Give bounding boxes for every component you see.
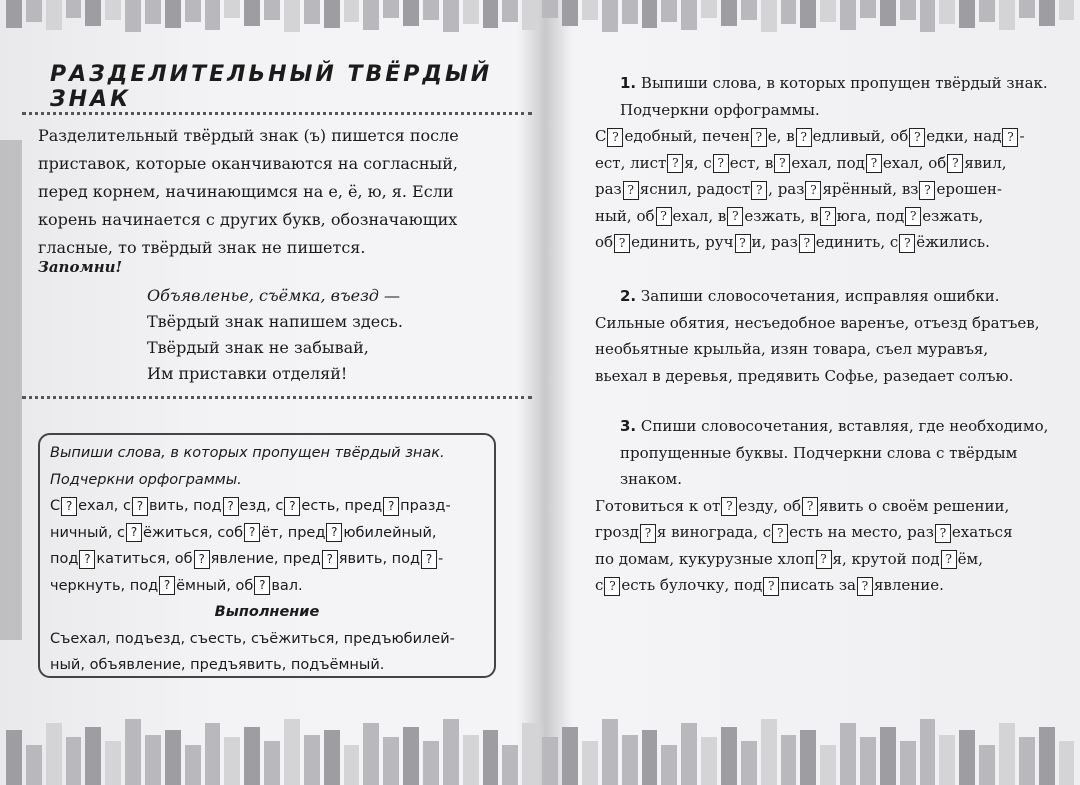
missing-letter-box: ?	[623, 181, 639, 200]
missing-letter-box: ?	[799, 234, 815, 253]
solution-heading: Выполнение	[214, 604, 320, 620]
missing-letter-box: ?	[820, 207, 836, 226]
missing-letter-box: ?	[159, 576, 175, 595]
task-exercise-line: об ? единить, руч ? и, раз ? единить, с ? ёжились.	[595, 233, 990, 251]
missing-letter-box: ?	[1002, 128, 1018, 147]
example-box	[38, 433, 496, 678]
task-number: 2.	[620, 287, 637, 305]
missing-letter-box: ?	[656, 207, 672, 226]
rule-line: перед корнем, начинающимся на е, ё, ю, я. Если	[38, 182, 454, 201]
missing-letter-box: ?	[751, 181, 767, 200]
missing-letter-box: ?	[816, 550, 832, 569]
missing-letter-box: ?	[61, 497, 77, 516]
missing-letter-box: ?	[866, 154, 882, 173]
example-instruction: Выпиши слова, в которых пропущен твёрдый знак.	[50, 445, 445, 461]
missing-letter-box: ?	[421, 550, 437, 569]
example-exercise-line: под ? катиться, об ? явление, пред ? явить, под ? -	[50, 551, 444, 567]
task-exercise-line: вьехал в деревья, предявить Софье, разедает солъю.	[595, 366, 1014, 385]
task-instruction: Запиши словосочетания, исправляя ошибки.	[640, 287, 1000, 305]
task-instruction: Выпиши слова, в которых пропущен твёрдый знак.	[640, 74, 1048, 92]
rule-line: приставок, которые оканчиваются на согласный,	[38, 154, 459, 173]
missing-letter-box: ?	[640, 524, 656, 543]
task-number: 1.	[620, 74, 637, 92]
missing-letter-box: ?	[919, 181, 935, 200]
poem-line: Твёрдый знак напишем здесь.	[147, 312, 403, 331]
dotted-divider-bottom	[22, 396, 532, 399]
missing-letter-box: ?	[713, 154, 729, 173]
missing-letter-box: ?	[727, 207, 743, 226]
rule-line: гласные, то твёрдый знак не пишется.	[38, 238, 366, 257]
poem-line: Объявленье, съёмка, въезд —	[147, 286, 401, 305]
poem-line: Им приставки отделяй!	[147, 364, 348, 383]
example-exercise-line: С ? ехал, с ? вить, под ? езд, с ? есть, пред ? празд-	[50, 498, 451, 514]
page-title: РАЗДЕЛИТЕЛЬНЫЙ ТВЁРДЫЙ ЗНАК	[50, 62, 493, 112]
dotted-divider-top	[22, 112, 532, 115]
task-exercise-line: Готовиться к от ? езду, об ? явить о своём решении,	[595, 496, 1010, 515]
task-exercise-line: С ? едобный, печен ? е, в ? едливый, об ? едки, над ? -	[595, 127, 1025, 145]
left-edge-decoration	[0, 140, 22, 640]
task-instruction: пропущенные буквы. Подчеркни слова с твёрдым	[620, 443, 1018, 462]
missing-letter-box: ?	[772, 524, 788, 543]
task-3	[595, 413, 1057, 599]
right-page	[555, 0, 1080, 785]
task-exercise-line: раз ? яснил, радост ? , раз ? ярённый, вз ? ерошен-	[595, 180, 1002, 198]
missing-letter-box: ?	[607, 128, 623, 147]
task-number: 3.	[620, 417, 637, 435]
missing-letter-box: ?	[126, 523, 142, 542]
missing-letter-box: ?	[604, 577, 620, 596]
missing-letter-box: ?	[905, 207, 921, 226]
task-exercise-line: необьятные крыльйа, изян товара, съел муравъя,	[595, 340, 989, 358]
missing-letter-box: ?	[614, 234, 630, 253]
missing-letter-box: ?	[763, 577, 779, 596]
missing-letter-box: ?	[284, 497, 300, 516]
task-exercise-line: ест, лист ? я, с ? ест, в ? ехал, под ? ехал, об ? явил,	[595, 153, 1007, 172]
missing-letter-box: ?	[909, 128, 925, 147]
solution-line: Съехал, подъезд, съесть, съёжиться, предъюбилей-	[50, 630, 455, 647]
mnemonic-poem	[147, 283, 403, 387]
task-exercise-line: с ? есть булочку, под ? писать за ? явление.	[595, 576, 944, 594]
example-exercise-line: ничный, с ? ёжиться, соб ? ёт, пред ? юбилейный,	[50, 524, 437, 541]
rule-line: Разделительный твёрдый знак (ъ) пишется после	[38, 126, 459, 145]
missing-letter-box: ?	[899, 234, 915, 253]
missing-letter-box: ?	[735, 234, 751, 253]
missing-letter-box: ?	[721, 497, 737, 516]
missing-letter-box: ?	[254, 576, 270, 595]
missing-letter-box: ?	[857, 577, 873, 596]
remember-label: Запомни!	[38, 258, 123, 276]
missing-letter-box: ?	[194, 550, 210, 569]
task-exercise-line: ный, об ? ехал, в ? езжать, в ? юга, под ? езжать,	[595, 206, 984, 225]
missing-letter-box: ?	[667, 154, 683, 173]
missing-letter-box: ?	[751, 128, 767, 147]
missing-letter-box: ?	[223, 497, 239, 516]
task-exercise-line: грозд ? я винограда, с ? есть на место, раз ? ехаться	[595, 523, 1013, 541]
missing-letter-box: ?	[802, 497, 818, 516]
missing-letter-box: ?	[79, 550, 95, 569]
missing-letter-box: ?	[322, 550, 338, 569]
task-instruction: Спиши словосочетания, вставляя, где необходимо,	[640, 417, 1049, 435]
task-1	[595, 70, 1057, 256]
missing-letter-box: ?	[774, 154, 790, 173]
rule-paragraph	[38, 122, 508, 262]
missing-letter-box: ?	[132, 497, 148, 516]
example-exercise-line: черкнуть, под ? ёмный, об ? вал.	[50, 577, 303, 594]
missing-letter-box: ?	[941, 550, 957, 569]
solution-line: ный, объявление, предъявить, подъёмный.	[50, 657, 385, 673]
missing-letter-box: ?	[947, 154, 963, 173]
task-instruction: знаком.	[620, 470, 682, 488]
task-exercise-line: Сильные обятия, несъедобное варенъе, отъезд братъев,	[595, 313, 1040, 332]
missing-letter-box: ?	[935, 524, 951, 543]
missing-letter-box: ?	[805, 181, 821, 200]
poem-line: Твёрдый знак не забывай,	[147, 338, 369, 357]
example-instruction: Подчеркни орфограммы.	[50, 471, 242, 488]
missing-letter-box: ?	[796, 128, 812, 147]
task-2	[595, 283, 1057, 389]
missing-letter-box: ?	[326, 523, 342, 542]
missing-letter-box: ?	[383, 497, 399, 516]
missing-letter-box: ?	[244, 523, 260, 542]
rule-line: корень начинается с других букв, обозначающих	[38, 210, 458, 229]
task-instruction: Подчеркни орфограммы.	[620, 100, 820, 119]
task-exercise-line: по домам, кукурузные хлоп ? я, крутой под ? ём,	[595, 549, 983, 568]
